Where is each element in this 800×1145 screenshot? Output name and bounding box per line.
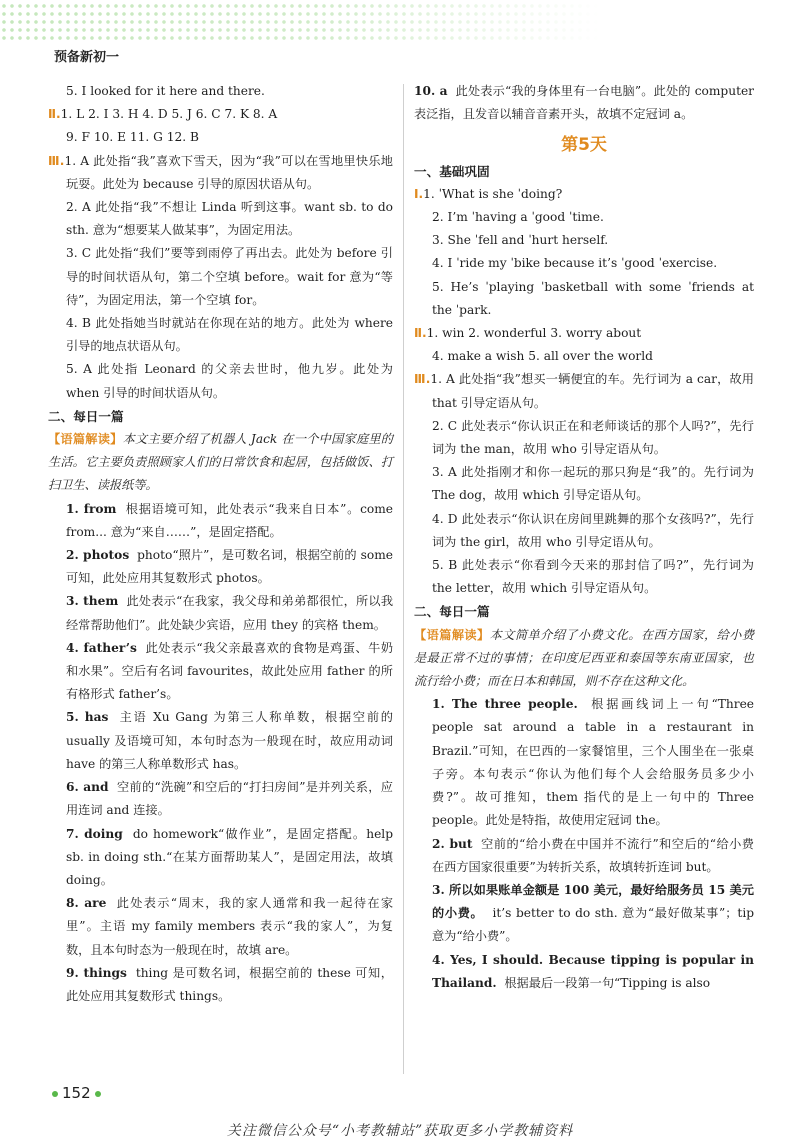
right-column: [414, 80, 754, 995]
answer-line: 3. A 此处指刚才和你一起玩的那只狗是“我”的。先行词为 The dog，故用 which 引导定语从句。: [432, 465, 754, 503]
day-title: 第5天: [561, 135, 607, 156]
answer-list: [414, 183, 754, 322]
dot-icon: [95, 1091, 101, 1097]
answer-line: 2. A 此处指“我”不想让 Linda 听到这事。want sb. to do sth. 意为“想要某人做某事”，为固定用法。: [66, 200, 393, 238]
footer-text: 关注微信公众号“小考教辅站”获取更多小学教辅资料: [226, 1123, 574, 1139]
reading-tag: 【语篇解读】: [48, 432, 123, 447]
section-numeral: Ⅱ.: [48, 107, 61, 122]
answer-line: 5. B 此处表示“你看到今天来的那封信了吗?”，先行词为 the letter，故用 which 引导定语从句。: [432, 558, 754, 596]
answer-line: Ⅱ.1. L 2. I 3. H 4. D 5. J 6. C 7. K 8. A: [48, 107, 278, 122]
section-heading: 二、每日一篇: [414, 604, 490, 620]
answer-line: 5. A 此处指 Leonard 的父亲去世时，他九岁。此处为 when 引导的时间状语从句。: [66, 362, 393, 400]
answer-list: [414, 322, 754, 368]
answer-line: 9. things thing 是可数名词，根据空前的 these 可知，此处应用其复数形式 things。: [66, 965, 393, 1003]
answer-line: 9. F 10. E 11. G 12. B: [66, 130, 199, 145]
reading-summary: 【语篇解读】本文主要介绍了机器人 Jack 在一个中国家庭里的生活。它主要负责照顾家人们的日常饮食和起居，包括做饭、打扫卫生、读报纸等。: [48, 432, 393, 493]
dot-icon: [52, 1091, 58, 1097]
answer-line: 4. Yes, I should. Because tipping is popular in Thailand. 根据最后一段第一句“Tipping is also: [432, 952, 754, 990]
answer-line: Ⅱ.1. win 2. wonderful 3. worry about: [414, 326, 642, 341]
answer-line: 6. and 空前的“洗碗”和空后的“打扫房间”是并列关系，应用连词 and 连接。: [66, 780, 393, 818]
answer-line: 4. D 此处表示“你认识在房间里跳舞的那个女孩吗?”，先行词为 the girl，故用 who 引导定语从句。: [432, 511, 754, 549]
answer-line: 4. B 此处指她当时就站在你现在站的地方。此处为 where 引导的地点状语从句。: [66, 316, 393, 354]
answer-line: 2. I’m ˈhaving a ˈgood ˈtime.: [432, 210, 604, 225]
reading-summary: 【语篇解读】本文简单介绍了小费文化。在西方国家，给小费是最正常不过的事情；在印度尼西亚和泰国等东南亚国家，也流行给小费；而在日本和韩国，则不存在这种文化。: [414, 627, 755, 689]
answer-line: 5. has 主语 Xu Gang 为第三人称单数，根据空前的 usually 及语境可知，本句时态为一般现在时，故应用动词 have 的第三人称单数形式 has。: [66, 710, 393, 771]
answer-line: 4. father’s 此处表示“我父亲最喜欢的食物是鸡蛋、牛奶和水果”。空后有名词 favourites，故此处应用 father 的所有格形式 father’s。: [66, 640, 394, 702]
section-numeral: Ⅰ.: [414, 186, 424, 201]
answer-line: 5. I looked for it here and there.: [66, 84, 265, 98]
left-column: [48, 80, 393, 1008]
answer-line: 2. photos photo“照片”，是可数名词，根据空前的 some 可知，此处应用其复数形式 photos。: [66, 548, 394, 586]
column-divider: [403, 84, 404, 1074]
page-number: 152: [48, 1084, 105, 1102]
answer-line: 3. 所以如果账单金额是 100 美元，最好给服务员 15 美元的小费。 it’s better to do sth. 意为“最好做某事”；tip 意为“给小费”。: [432, 882, 755, 944]
answer-list: [414, 693, 754, 995]
reading-tag: 【语篇解读】: [414, 627, 490, 642]
answer-line: 1. The three people. 根据画线词上一句“Three people sat around a table in a restaurant in Brazil.”可知，在巴西的一家餐馆里，三个人围坐在一张桌子旁。本句表示“你认为他们每个人会给服务员多少小费?”。故可推知，them 指代的是上一句中的 Three people。此处是特指，故使用定冠词 the。: [432, 697, 754, 828]
answer-list: [414, 368, 754, 600]
section-numeral: Ⅱ.: [414, 326, 427, 341]
answer-line: 1. from 根据语境可知，此处表示“我来自日本”。come from... 意为“来自……”，是固定搭配。: [66, 501, 393, 539]
answer-line: Ⅲ.1. A 此处指“我”喜欢下雪天，因为“我”可以在雪地里快乐地玩耍。此处为 because 引导的原因状语从句。: [48, 153, 393, 191]
section-numeral: Ⅲ.: [48, 153, 65, 168]
answer-line: 4. I ˈride my ˈbike because it’s ˈgood ˈexercise.: [432, 256, 718, 271]
answer-line: 4. make a wish 5. all over the world: [432, 349, 653, 364]
answer-line: 3. C 此处指“我们”要等到雨停了再出去。此处为 before 引导的时间状语从句，第二个空填 before。wait for 意为“等待”，为固定用法，第一个空填 for。: [66, 246, 393, 307]
answer-line: 10. a 此处表示“我的身体里有一台电脑”。此处的 computer 表泛指，且发音以辅音音素开头，故填不定冠词 a。: [414, 84, 755, 122]
answer-line: 2. but 空前的“给小费在中国并不流行”和空后的“给小费在西方国家很重要”为转折关系，故填转折连词 but。: [432, 836, 754, 874]
section-heading: 一、基础巩固: [414, 163, 490, 179]
answer-line: 2. C 此处表示“你认识正在和老师谈话的那个人吗?”，先行词为 the man，故用 who 引导定语从句。: [432, 418, 754, 457]
header-decoration: [0, 0, 800, 42]
answer-list: [48, 498, 393, 1008]
answer-line: 7. doing do homework“做作业”，是固定搭配。help sb. in doing sth.“在某方面帮助某人”，是固定用法，故填 doing。: [66, 826, 393, 887]
section-heading: 二、每日一篇: [48, 408, 124, 424]
answer-line: 8. are 此处表示“周末，我的家人通常和我一起待在家里”。主语 my family members 表示“我的家人”，为复数，且本句时态为一般现在时，故填 are。: [66, 896, 394, 957]
answer-line: Ⅰ.1. ˈWhat is she ˈdoing?: [414, 186, 563, 201]
answer-line: 5. He’s ˈplaying ˈbasketball with some ˈfriends at the ˈpark.: [432, 279, 754, 317]
answer-line: Ⅲ.1. A 此处指“我”想买一辆便宜的车。先行词为 a car，故用 that 引导定语从句。: [414, 372, 754, 410]
answer-line: 3. them 此处表示“在我家，我父母和弟弟都很忙，所以我经常帮助他们”。此处缺少宾语，应用 they 的宾格 them。: [66, 594, 394, 632]
section-numeral: Ⅲ.: [414, 372, 431, 387]
answer-line: 3. She ˈfell and ˈhurt herself.: [432, 233, 609, 248]
header-label: 预备新初一: [54, 50, 120, 65]
